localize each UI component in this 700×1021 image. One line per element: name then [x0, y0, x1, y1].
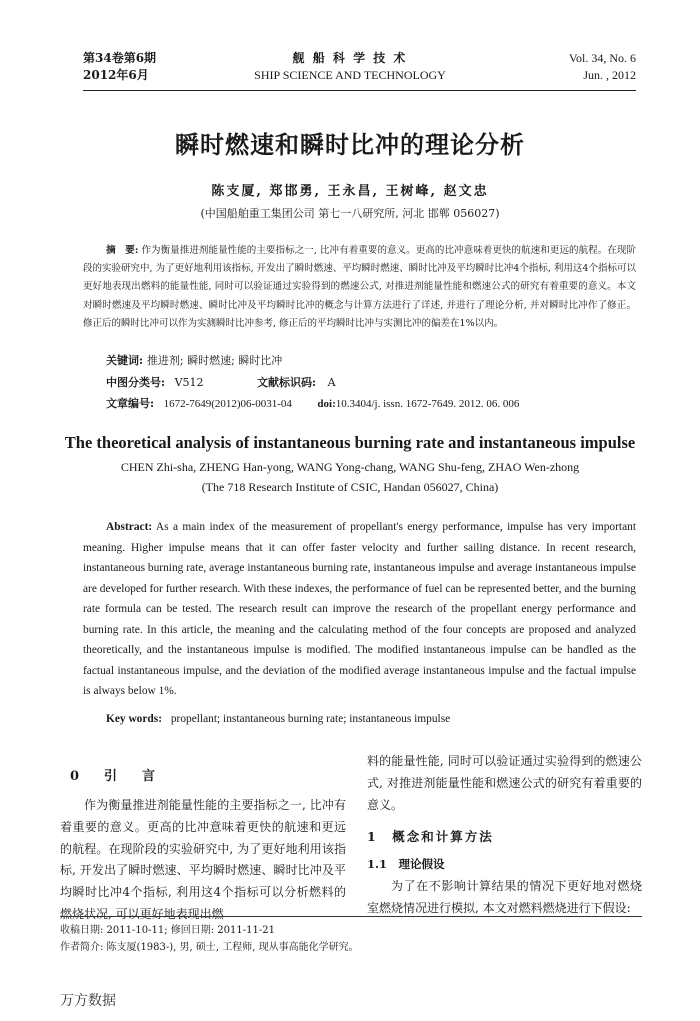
classification-line: [106, 374, 336, 390]
keywords-cn-label: 关键词:: [106, 354, 144, 367]
abstract-en-text: As a main index of the measurement of propellant's energy performance, impulse has very important meaning. Higher impulse means that it can offer faster velocity and further sailing distance. In recent research, instantaneous burning rate, average instantaneous burning rate, instantaneous impulse and average instantaneous impulse are developed for further research. With these indexes, the performance of fuel can be represented better, and the burning rate formula can be tested. The research result can improve the research of the propellant energy performance and burning rate. In this article, the meaning and the calculating method of the four concepts are proposed and analyzed theoretically, and the instantaneous impulse is modified. The modified instantaneous impulse can be handled as the factual instantaneous impulse, and the deviation of the modified average instantaneous impulse and the factual impulse is always below 1%.: [83, 521, 636, 697]
paper-title-en: The theoretical analysis of instantaneous burning rate and instantaneous impulse: [64, 433, 636, 452]
article-label: 文章编号:: [106, 397, 155, 410]
doi-value: 10.3404/j. issn. 1672-7649. 2012. 06. 006: [335, 398, 520, 410]
watermark: 万方数据: [60, 993, 116, 1009]
affiliation-en: (The 718 Research Institute of CSIC, Handan 056027, China): [201, 480, 499, 494]
doc-value: A: [327, 376, 336, 389]
clc-value: V512: [174, 376, 204, 389]
body-paragraph-1: 作为衡量推进剂能量性能的主要指标之一, 比冲有着重要的意义。更高的比冲意味着更快的航速和更远的航程。在现阶段的实验研究中, 为了更好地利用该指标, 开发出了瞬时燃速、平均瞬时燃速、瞬时比冲及平均瞬时比冲4个指标, 利用这4个指标可以分析燃料的燃烧状况, 可以更好地表现出燃: [60, 798, 346, 921]
body-paragraph-3: 为了在不影响计算结果的情况下更好地对燃烧室燃烧情况进行模拟, 本文对燃料燃烧进行下假设:: [367, 878, 642, 915]
header-date-en: Jun. , 2012: [583, 68, 636, 82]
footnote-rule: [60, 916, 642, 917]
paper-title-cn: 瞬时燃速和瞬时比冲的理论分析: [175, 130, 525, 159]
section-1-title: 1 概念和计算方法: [367, 829, 494, 845]
header-journal-cn: 舰 船 科 学 技 术: [292, 51, 408, 65]
authors-cn: 陈支厦, 郑邯勇, 王永昌, 王树峰, 赵文忠: [211, 184, 489, 199]
body-column-left: [60, 795, 346, 926]
keywords-en: [106, 713, 450, 725]
footnote-received: 收稿日期: 2011-10-11; 修回日期: 2011-11-21: [60, 925, 275, 936]
abstract-cn-label: 摘 要:: [106, 245, 139, 256]
header-date-cn: 2012年6月: [83, 68, 149, 82]
header-volume-en-block: [569, 50, 636, 84]
keywords-en-label: Key words:: [106, 713, 162, 725]
footnote: [60, 922, 359, 956]
section-0-title: 0 引 言: [70, 769, 162, 784]
doi-label: doi:: [317, 398, 336, 410]
keywords-cn-text: 推进剂; 瞬时燃速; 瞬时比冲: [146, 354, 283, 367]
section-1-1-title: 1.1 理论假设: [367, 857, 445, 872]
affiliation-cn: (中国船舶重工集团公司 第七一八研究所, 河北 邯郸 056027): [200, 207, 500, 220]
abstract-en-label: Abstract:: [106, 521, 153, 533]
body-column-right: [367, 751, 642, 920]
keywords-cn: [106, 352, 282, 368]
body-paragraph-2: 料的能量性能, 同时可以验证通过实验得到的燃速公式, 对推进剂能量性能和燃速公式的研究有着重要的意义。: [367, 754, 642, 812]
article-value: 1672-7649(2012)06-0031-04: [163, 398, 292, 410]
abstract-cn: [83, 242, 636, 333]
header-volume-en: Vol. 34, No. 6: [568, 51, 636, 65]
abstract-en: [83, 517, 636, 702]
authors-en: CHEN Zhi-sha, ZHENG Han-yong, WANG Yong-chang, WANG Shu-feng, ZHAO Wen-zhong: [120, 460, 580, 474]
footnote-author: 作者简介: 陈支厦(1983-), 男, 硕士, 工程师, 现从事高能化学研究。: [60, 942, 359, 953]
header-volume-cn: 第34卷第6期: [83, 51, 157, 65]
header-journal-en: SHIP SCIENCE AND TECHNOLOGY: [254, 68, 446, 82]
doc-label: 文献标识码:: [257, 376, 317, 389]
ids-line: [106, 395, 519, 411]
clc-label: 中图分类号:: [106, 376, 166, 389]
header-rule: [83, 90, 636, 91]
abstract-cn-text: 作为衡量推进剂能量性能的主要指标之一, 比冲有着重要的意义。更高的比冲意味着更快的航速和更远的航程。在现阶段的实验研究中, 为了更好地利用该指标, 开发出了瞬时燃速、平均瞬时燃速、瞬时比冲及平均瞬时比冲4个指标, 利用这4个指标可以更好地表现出燃料的能量性能, 同时可以验证通过实验得到的燃速公式, 对推进剂能量性能和燃速公式的研究有着重要的意义。本文对瞬时燃速及平均瞬时燃速、瞬时比冲及平均瞬时比冲的概念与计算方法进行了详述, 并进行了理论分析, 并对瞬时比冲作了修正。修正后的瞬时比冲可以作为实测瞬时比冲参考, 修正后的平均瞬时比冲与实测比冲的偏差在1%以内。: [83, 245, 636, 329]
keywords-en-text: propellant; instantaneous burning rate; instantaneous impulse: [170, 713, 451, 725]
